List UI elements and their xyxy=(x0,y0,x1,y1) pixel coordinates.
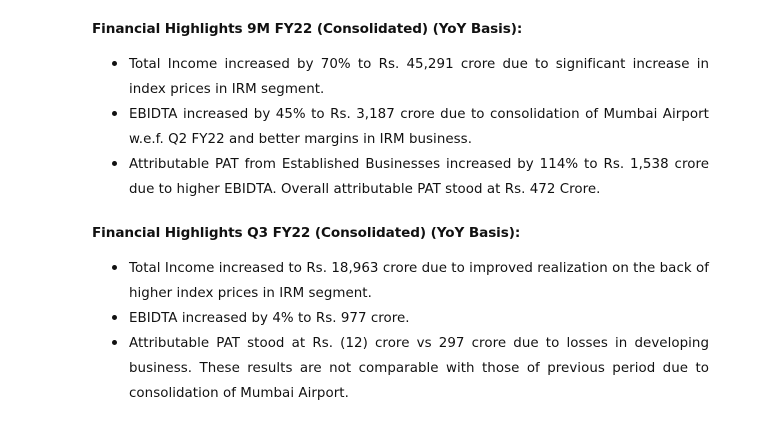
list-item xyxy=(0,331,777,406)
bullet-list-9m-fy22 xyxy=(0,52,777,202)
bullet-icon xyxy=(112,161,117,166)
bullet-text: Total Income increased to Rs. 18,963 crore due to improved realization on the back of higher index prices in IRM segment. xyxy=(129,261,709,301)
bullet-icon xyxy=(112,111,117,116)
bullet-list-q3-fy22 xyxy=(0,256,777,406)
bullet-text: EBIDTA increased by 4% to Rs. 977 crore. xyxy=(129,311,410,326)
bullet-icon xyxy=(112,315,117,320)
bullet-text: Attributable PAT stood at Rs. (12) crore vs 297 crore due to losses in developing business. These results are not comparable with those of previous period due to consolidation of Mumbai Airport. xyxy=(129,336,709,401)
section-heading-9m-fy22: Financial Highlights 9M FY22 (Consolidated) (YoY Basis): xyxy=(92,21,523,37)
bullet-text: Attributable PAT from Established Businesses increased by 114% to Rs. 1,538 crore due to higher EBIDTA. Overall attributable PAT stood at Rs. 472 Crore. xyxy=(129,157,709,197)
list-item xyxy=(0,256,777,306)
list-item xyxy=(0,102,777,152)
bullet-text: EBIDTA increased by 45% to Rs. 3,187 crore due to consolidation of Mumbai Airport w.e.f. Q2 FY22 and better margins in IRM business. xyxy=(129,107,709,147)
bullet-icon xyxy=(112,61,117,66)
bullet-icon xyxy=(112,265,117,270)
section-heading-q3-fy22: Financial Highlights Q3 FY22 (Consolidated) (YoY Basis): xyxy=(92,225,521,241)
list-item xyxy=(0,52,777,102)
list-item xyxy=(0,306,777,331)
bullet-text: Total Income increased by 70% to Rs. 45,291 crore due to significant increase in index prices in IRM segment. xyxy=(129,57,709,97)
bullet-icon xyxy=(112,340,117,345)
list-item xyxy=(0,152,777,202)
